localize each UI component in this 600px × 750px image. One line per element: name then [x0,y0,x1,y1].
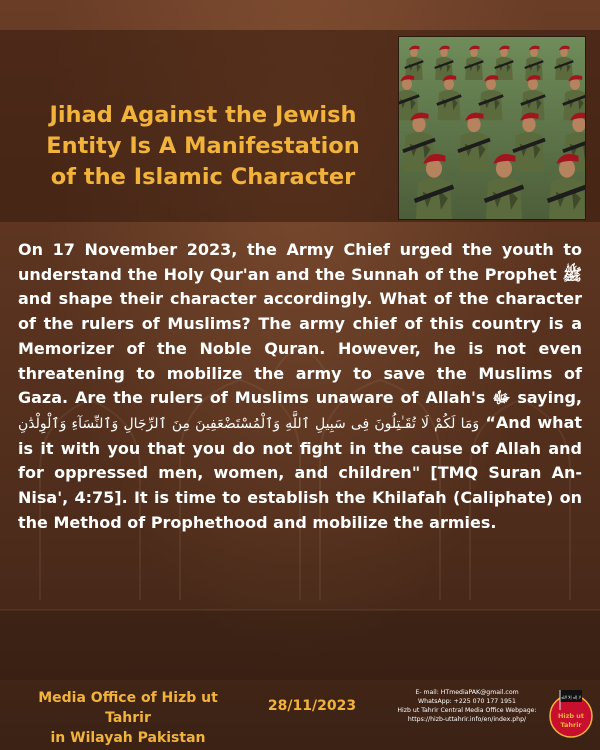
article-body [18,238,582,535]
svg-text:لا إله إلا الله: لا إله إلا الله [561,694,581,700]
title-line-3: of the Islamic Character [50,164,356,190]
soldiers-marching-photo [398,36,586,220]
body-part-2: and shape their character accordingly. What of the character of the rulers of Muslims? The army chief of this country is a Memorizer of the Noble Quran. However, he is not even threatening to mobilize the army to save the Muslims of Gaza. Are the rulers of Muslims unaware of Allah's [18,289,582,408]
body-part-1: On 17 November 2023, the Army Chief urged the youth to understand the Holy Qur'an and the Sunnah of the Prophet [18,240,582,284]
contact-webpage-url: https://hizb-uttahrir.info/en/index.php/ [407,716,527,723]
title-line-2: Entity Is A Manifestation [46,133,360,159]
pbuh-symbol: ﷺ [562,264,582,284]
title-line-1: Jihad Against the Jewish [49,102,357,128]
office-line-2: in Wilayah Pakistan [50,730,206,746]
office-line-1: Media Office of Hizb ut Tahrir [38,690,218,726]
release-date: 28/11/2023 [267,698,357,714]
contact-whatsapp: WhatsApp: +225 070 177 1951 [418,698,516,705]
svg-text:Tahrir: Tahrir [560,721,582,729]
footer [0,680,600,750]
media-office-name [18,688,238,748]
contact-webpage-label: Hizb ut Tahrir Central Media Office Webpage: [397,707,537,714]
arabic-verse: وَمَا لَكُمْ لَا تُقَـٰتِلُونَ فِى سَبِيلِ ٱللَّهِ وَٱلْمُسْتَضْعَفِينَ مِنَ ٱلرِّجَالِ وَٱلنِّسَآءِ وَٱلْوِلْدَٰنِ [18,415,480,432]
body-part-4: “And what is it with you that you do not fight in the cause of Allah and for oppressed men, women, and children" [TMQ Suran An-Nisa', 4:75]. It is time to establish the Khilafah (Caliphate) on the Method of Prophethood and mobilize the armies. [18,412,583,532]
svg-text:Hizb ut: Hizb ut [557,712,585,720]
contact-email: E- mail: HTmediaPAK@gmail.com [415,689,519,696]
body-part-3: saying, [510,388,583,408]
swt-symbol: ﷻ [492,388,511,408]
contact-info [382,688,552,724]
page-title [18,100,388,193]
hizb-ut-tahrir-logo-icon [548,686,594,742]
